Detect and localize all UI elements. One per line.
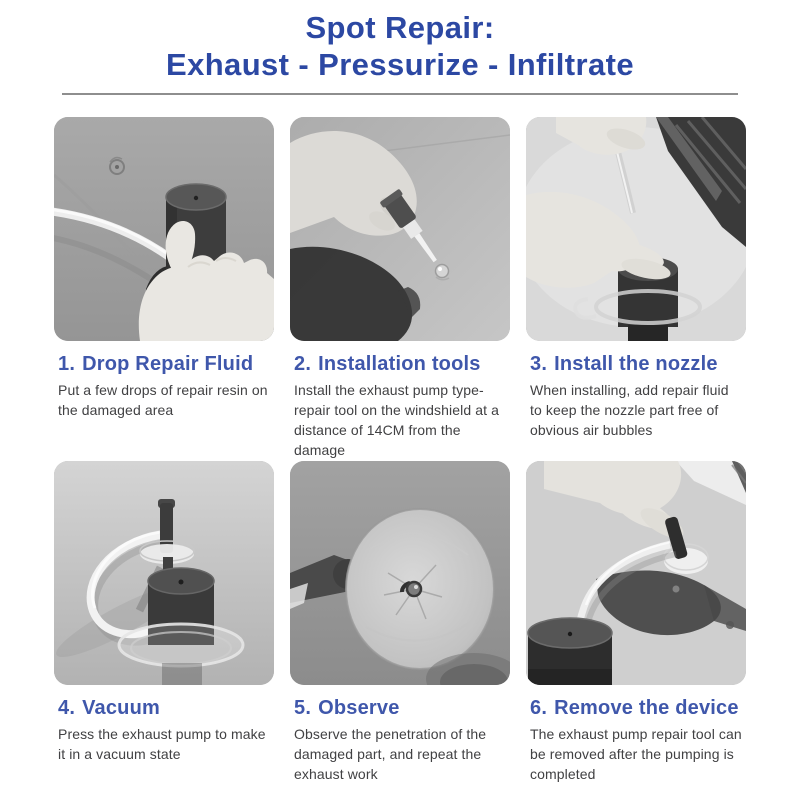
step-3-title: Install the nozzle bbox=[554, 353, 718, 375]
divider bbox=[62, 93, 738, 95]
step-1-title: Drop Repair Fluid bbox=[82, 353, 254, 375]
step-5-number: 5. bbox=[294, 697, 312, 719]
step-5-heading bbox=[294, 697, 510, 719]
photo-drop-repair-fluid bbox=[54, 117, 274, 341]
step-6-title: Remove the device bbox=[554, 697, 739, 719]
step-1-description: Put a few drops of repair resin on the damaged area bbox=[58, 382, 268, 418]
step-1-heading bbox=[58, 353, 274, 375]
step-2-heading bbox=[294, 353, 510, 375]
step-2-description: Install the exhaust pump type-repair tool on the windshield at a distance of 14CM from the damage bbox=[294, 382, 499, 458]
photo-installation-tools bbox=[290, 117, 510, 341]
step-1-number: 1. bbox=[58, 353, 76, 375]
steps-grid bbox=[0, 117, 800, 800]
step-card-4 bbox=[54, 461, 274, 800]
title-line1: Spot Repair: bbox=[305, 10, 495, 45]
step-card-5 bbox=[290, 461, 510, 800]
photo-observe-penetration bbox=[290, 461, 510, 685]
step-3-heading bbox=[530, 353, 746, 375]
step-4-heading bbox=[58, 697, 274, 719]
page-title bbox=[0, 9, 800, 83]
photo-remove-device bbox=[526, 461, 746, 685]
step-2-title: Installation tools bbox=[318, 353, 481, 375]
step-card-6 bbox=[526, 461, 746, 800]
pump-cylinder bbox=[528, 618, 612, 685]
step-6-heading bbox=[530, 697, 746, 719]
step-6-description: The exhaust pump repair tool can be removed after the pumping is completed bbox=[530, 726, 742, 782]
step-4-title: Vacuum bbox=[82, 697, 160, 719]
step-5-description: Observe the penetration of the damaged part, and repeat the exhaust work bbox=[294, 726, 487, 782]
header bbox=[0, 0, 800, 95]
title-line2: Exhaust - Pressurize - Infiltrate bbox=[166, 47, 634, 82]
step-3-description: When installing, add repair fluid to keep the nozzle part free of obvious air bubbles bbox=[530, 382, 729, 438]
photo-vacuum-device bbox=[54, 461, 274, 685]
photo-install-nozzle bbox=[526, 117, 746, 341]
step-6-number: 6. bbox=[530, 697, 548, 719]
step-card-1 bbox=[54, 117, 274, 461]
step-4-description: Press the exhaust pump to make it in a vacuum state bbox=[58, 726, 266, 762]
step-3-number: 3. bbox=[530, 353, 548, 375]
suction-base bbox=[119, 624, 243, 666]
step-card-3 bbox=[526, 117, 746, 461]
step-card-2 bbox=[290, 117, 510, 461]
step-5-title: Observe bbox=[318, 697, 400, 719]
step-4-number: 4. bbox=[58, 697, 76, 719]
step-2-number: 2. bbox=[294, 353, 312, 375]
